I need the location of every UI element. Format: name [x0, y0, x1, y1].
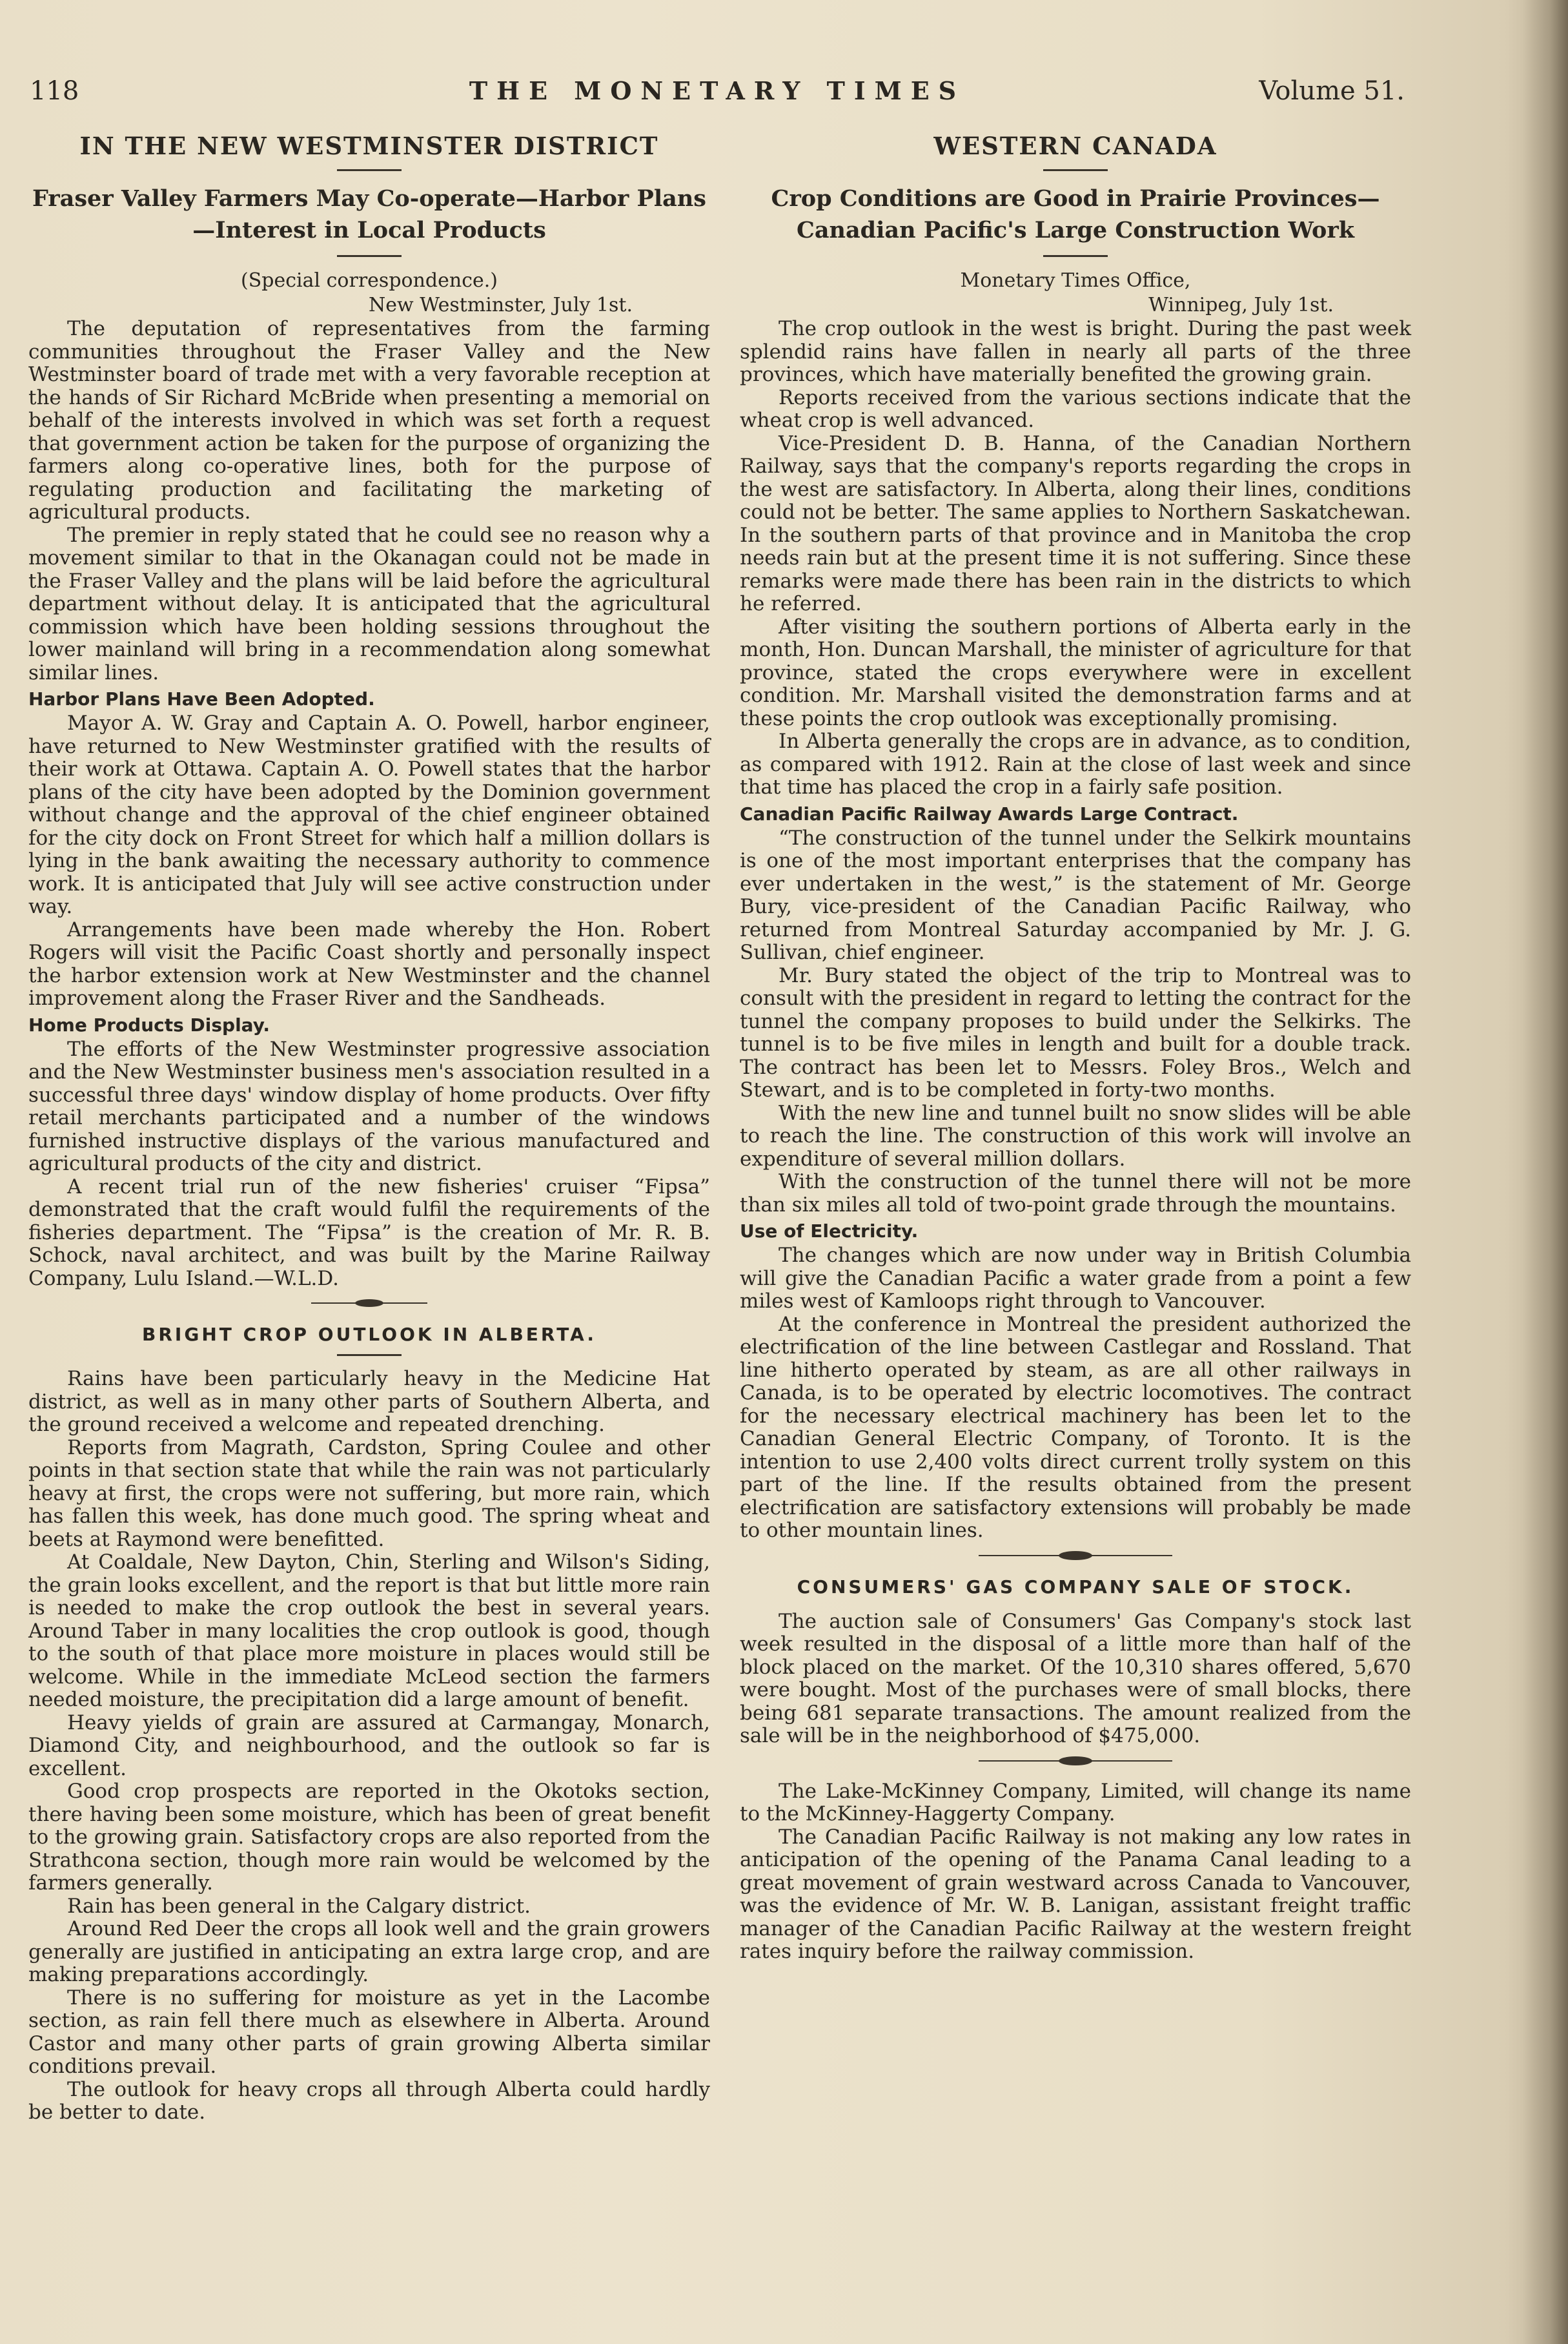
article-subtitle [28, 183, 710, 246]
right-column [740, 129, 1411, 1964]
paragraph: The Canadian Pacific Railway is not making any low rates in anticipation of the opening of the Panama Canal leading to a great movement of grain westward across Canada to Vancouver, was the evidence of Mr. W. B. Lanigan, assistant freight traffic manager of the Canadian Pacific Railway at the western freight rates inquiry before the railway commission. [740, 1825, 1411, 1963]
subheading: Home Products Display. [28, 1014, 270, 1036]
article-title: CONSUMERS' GAS COMPANY SALE OF STOCK. [797, 1576, 1354, 1598]
subtitle-line: Fraser Valley Farmers May Co-operate—Harbor Plans [32, 185, 707, 212]
subheading: Use of Electricity. [740, 1220, 919, 1242]
paragraph: At the conference in Montreal the president authorized the electrification of the line between Castlegar and Rossland. That line hitherto operated by steam, as are all other railways in Canada, is to be operated by electric locomotives. The contract for the necessary electrical machinery has been let to the Canadian General Electric Company, of Toronto. It is the intention to use 2,400 volts direct current trolly system on this part of the line. If the results obtained from the present electrification are satisfactory extensions will probably be made to other mountain lines. [740, 1312, 1411, 1542]
paragraph: The Lake-McKinney Company, Limited, will change its name to the McKinney-Haggerty Company. [740, 1779, 1411, 1825]
dateline: Winnipeg, July 1st. [1148, 294, 1334, 316]
article-subtitle [740, 183, 1411, 246]
dateline: New Westminster, July 1st. [369, 294, 633, 316]
article-title: WESTERN CANADA [933, 132, 1217, 160]
paragraph: Mayor A. W. Gray and Captain A. O. Powell, harbor engineer, have returned to New Westminster gratified with the results of their work at Ottawa. Captain A. O. Powell states that the harbor plans of the city have been adopted by the Dominion government without change and the approval of the chief engineer obtained for the city dock on Front Street for which half a million dollars is lying in the bank awaiting the necessary authority to commence work. It is anticipated that July will see active construction under way. [28, 712, 710, 918]
paragraph: The crop outlook in the west is bright. During the past week splendid rains have fallen in nearly all parts of the three provinces, which have materially benefited the growing grain. [740, 317, 1411, 386]
subtitle-line: Crop Conditions are Good in Prairie Provinces— [771, 185, 1380, 212]
divider-rule [1043, 169, 1108, 171]
ornament-divider [979, 1754, 1172, 1767]
paragraph: Rain has been general in the Calgary district. [67, 1894, 531, 1918]
paragraph: The outlook for heavy crops all through Alberta could hardly be better to date. [28, 2077, 710, 2124]
divider-rule [337, 255, 402, 257]
paragraph: Reports from Magrath, Cardston, Spring Coulee and other points in that section state that while the rain was not particularly heavy at first, the crops were not suffering, but more rain, which has fallen this week, has done much good. The spring wheat and beets at Raymond were benefitted. [28, 1435, 710, 1551]
paragraph: Vice-President D. B. Hanna, of the Canadian Northern Railway, says that the company's reports regarding the crops in the west are satisfactory. In Alberta, along their lines, conditions could not be better. The same applies to Northern Saskatchewan. In the southern parts of that province and in Manitoba the crop needs rain but at the present time it is not suffering. Since these remarks were made there has been rain in the districts to which he referred. [740, 431, 1411, 615]
page-number: 118 [30, 76, 79, 106]
paragraph: Mr. Bury stated the object of the trip to Montreal was to consult with the president in regard to letting the contract for the tunnel the company proposes to build under the Selkirks. The tunnel is to be five miles in length and built for a double track. The contract has been let to Messrs. Foley Bros., Welch and Stewart, and is to be completed in forty-two months. [740, 963, 1411, 1102]
paragraph: Around Red Deer the crops all look well and the grain growers generally are justified in anticipating an extra large crop, and are making preparations accordingly. [28, 1917, 710, 1986]
article-title: IN THE NEW WESTMINSTER DISTRICT [79, 132, 659, 160]
journal-title: THE MONETARY TIMES [469, 76, 966, 105]
ornament-divider [311, 1297, 427, 1310]
paragraph: Heavy yields of grain are assured at Carmangay, Monarch, Diamond City, and neighbourhood, and the outlook so far is excellent. [28, 1711, 710, 1780]
divider-rule [337, 169, 402, 171]
paragraph: With the construction of the tunnel there will not be more than six miles all told of two-point grade through the mountains. [740, 1170, 1411, 1217]
subtitle-line: —Interest in Local Products [192, 217, 546, 243]
subheading: Harbor Plans Have Been Adopted. [28, 688, 375, 710]
ornament-divider [979, 1549, 1172, 1562]
paragraph: After visiting the southern portions of Alberta early in the month, Hon. Duncan Marshall, the minister of agriculture for that province, stated the crops everywhere were in excellent condition. Mr. Marshall visited the demonstration farms and at these points the crop outlook was exceptionally promising. [740, 615, 1412, 730]
article-title: BRIGHT CROP OUTLOOK IN ALBERTA. [142, 1324, 596, 1345]
paragraph: Arrangements have been made whereby the Hon. Robert Rogers will visit the Pacific Coast shortly and personally inspect the harbor extension work at New Westminster and the channel improvement along the Fraser River and the Sandheads. [28, 918, 710, 1010]
paragraph: The changes which are now under way in British Columbia will give the Canadian Pacific a water grade from a point a few miles west of Kamloops right through to Vancouver. [740, 1244, 1411, 1313]
subheading: Canadian Pacific Railway Awards Large Contract. [740, 803, 1239, 825]
divider-rule [1043, 255, 1108, 257]
divider-rule [337, 1354, 402, 1356]
paragraph: With the new line and tunnel built no snow slides will be able to reach the line. The construction of this work will involve an expenditure of several million dollars. [740, 1101, 1411, 1171]
paragraph: The premier in reply stated that he could see no reason why a movement similar to that in the Okanagan could not be made in the Fraser Valley and the plans will be laid before the agricultural department without delay. It is anticipated that the agricultural commission which have been holding sessions throughout the lower mainland will bring in a recommendation along somewhat similar lines. [28, 523, 710, 684]
paragraph: Rains have been particularly heavy in the Medicine Hat district, as well as in many other parts of Southern Alberta, and the ground received a welcome and repeated drenching. [28, 1367, 710, 1436]
paragraph: Good crop prospects are reported in the Okotoks section, there having been some moisture, which has been of great benefit to the growing grain. Satisfactory crops are also reported from the Strathcona section, though more rain would be welcomed by the farmers generally. [28, 1780, 710, 1895]
paragraph: “The construction of the tunnel under the Selkirk mountains is one of the most important enterprises that the company has ever undertaken in the west,” is the statement of Mr. George Bury, vice-president of the Canadian Pacific Railway, who returned from Montreal Saturday accompanied by Mr. J. G. Sullivan, chief engineer. [740, 826, 1411, 964]
paragraph: The auction sale of Consumers' Gas Company's stock last week resulted in the disposal of a little more than half of the block placed on the market. Of the 10,310 shares offered, 5,670 were bought. Most of the purchases were of small blocks, there being 681 separate transactions. The amount realized from the sale will be in the neighborhood of $475,000. [740, 1609, 1411, 1747]
subtitle-line: Canadian Pacific's Large Construction Work [796, 217, 1355, 243]
paragraph: A recent trial run of the new fisheries' cruiser “Fipsa” demonstrated that the craft would fulfil the requirements of the fisheries department. The “Fipsa” is the creation of Mr. R. B. Schock, naval architect, and was built by the Marine Railway Company, Lulu Island.—W.L.D. [28, 1175, 710, 1290]
paragraph: The efforts of the New Westminster progressive association and the New Westminster business men's association resulted in a successful three days' window display of home products. Over fifty retail merchants participated and a number of the windows furnished instructive displays of the various manufactured and agricultural products of the city and district. [28, 1037, 710, 1175]
left-column [28, 129, 710, 2124]
paragraph: Reports received from the various sections indicate that the wheat crop is well advanced. [740, 386, 1411, 432]
dateline: (Special correspondence.) [241, 269, 498, 292]
dateline: Monetary Times Office, [960, 269, 1191, 292]
running-header [30, 76, 1405, 115]
page-edge-shadow [1523, 0, 1568, 2344]
paragraph: In Alberta generally the crops are in advance, as to condition, as compared with 1912. Rain at the close of last week and since that time has placed the crop in a fairly safe position. [740, 730, 1411, 799]
volume-label: Volume 51. [1259, 76, 1405, 106]
paragraph: The deputation of representatives from the farming communities throughout the Fraser Valley and the New Westminster board of trade met with a very favorable reception at the hands of Sir Richard McBride when presenting a memorial on behalf of the interests involved in which was set forth a request that government action be taken for the purpose of organizing the farmers along co-operative lines, both for the purpose of regulating production and facilitating the marketing of agricultural products. [28, 317, 710, 524]
paragraph: At Coaldale, New Dayton, Chin, Sterling and Wilson's Siding, the grain looks excellent, and the report is that but little more rain is needed to make the crop outlook the best in several years. Around Taber in many localities the crop outlook is good, though to the south of that place more moisture in places would still be welcome. While in the immediate McLeod section the farmers needed moisture, the precipitation did a large amount of benefit. [28, 1550, 710, 1711]
paragraph: There is no suffering for moisture as yet in the Lacombe section, as rain fell there much as elsewhere in Alberta. Around Castor and many other parts of grain growing Alberta similar conditions prevail. [28, 1986, 710, 2078]
